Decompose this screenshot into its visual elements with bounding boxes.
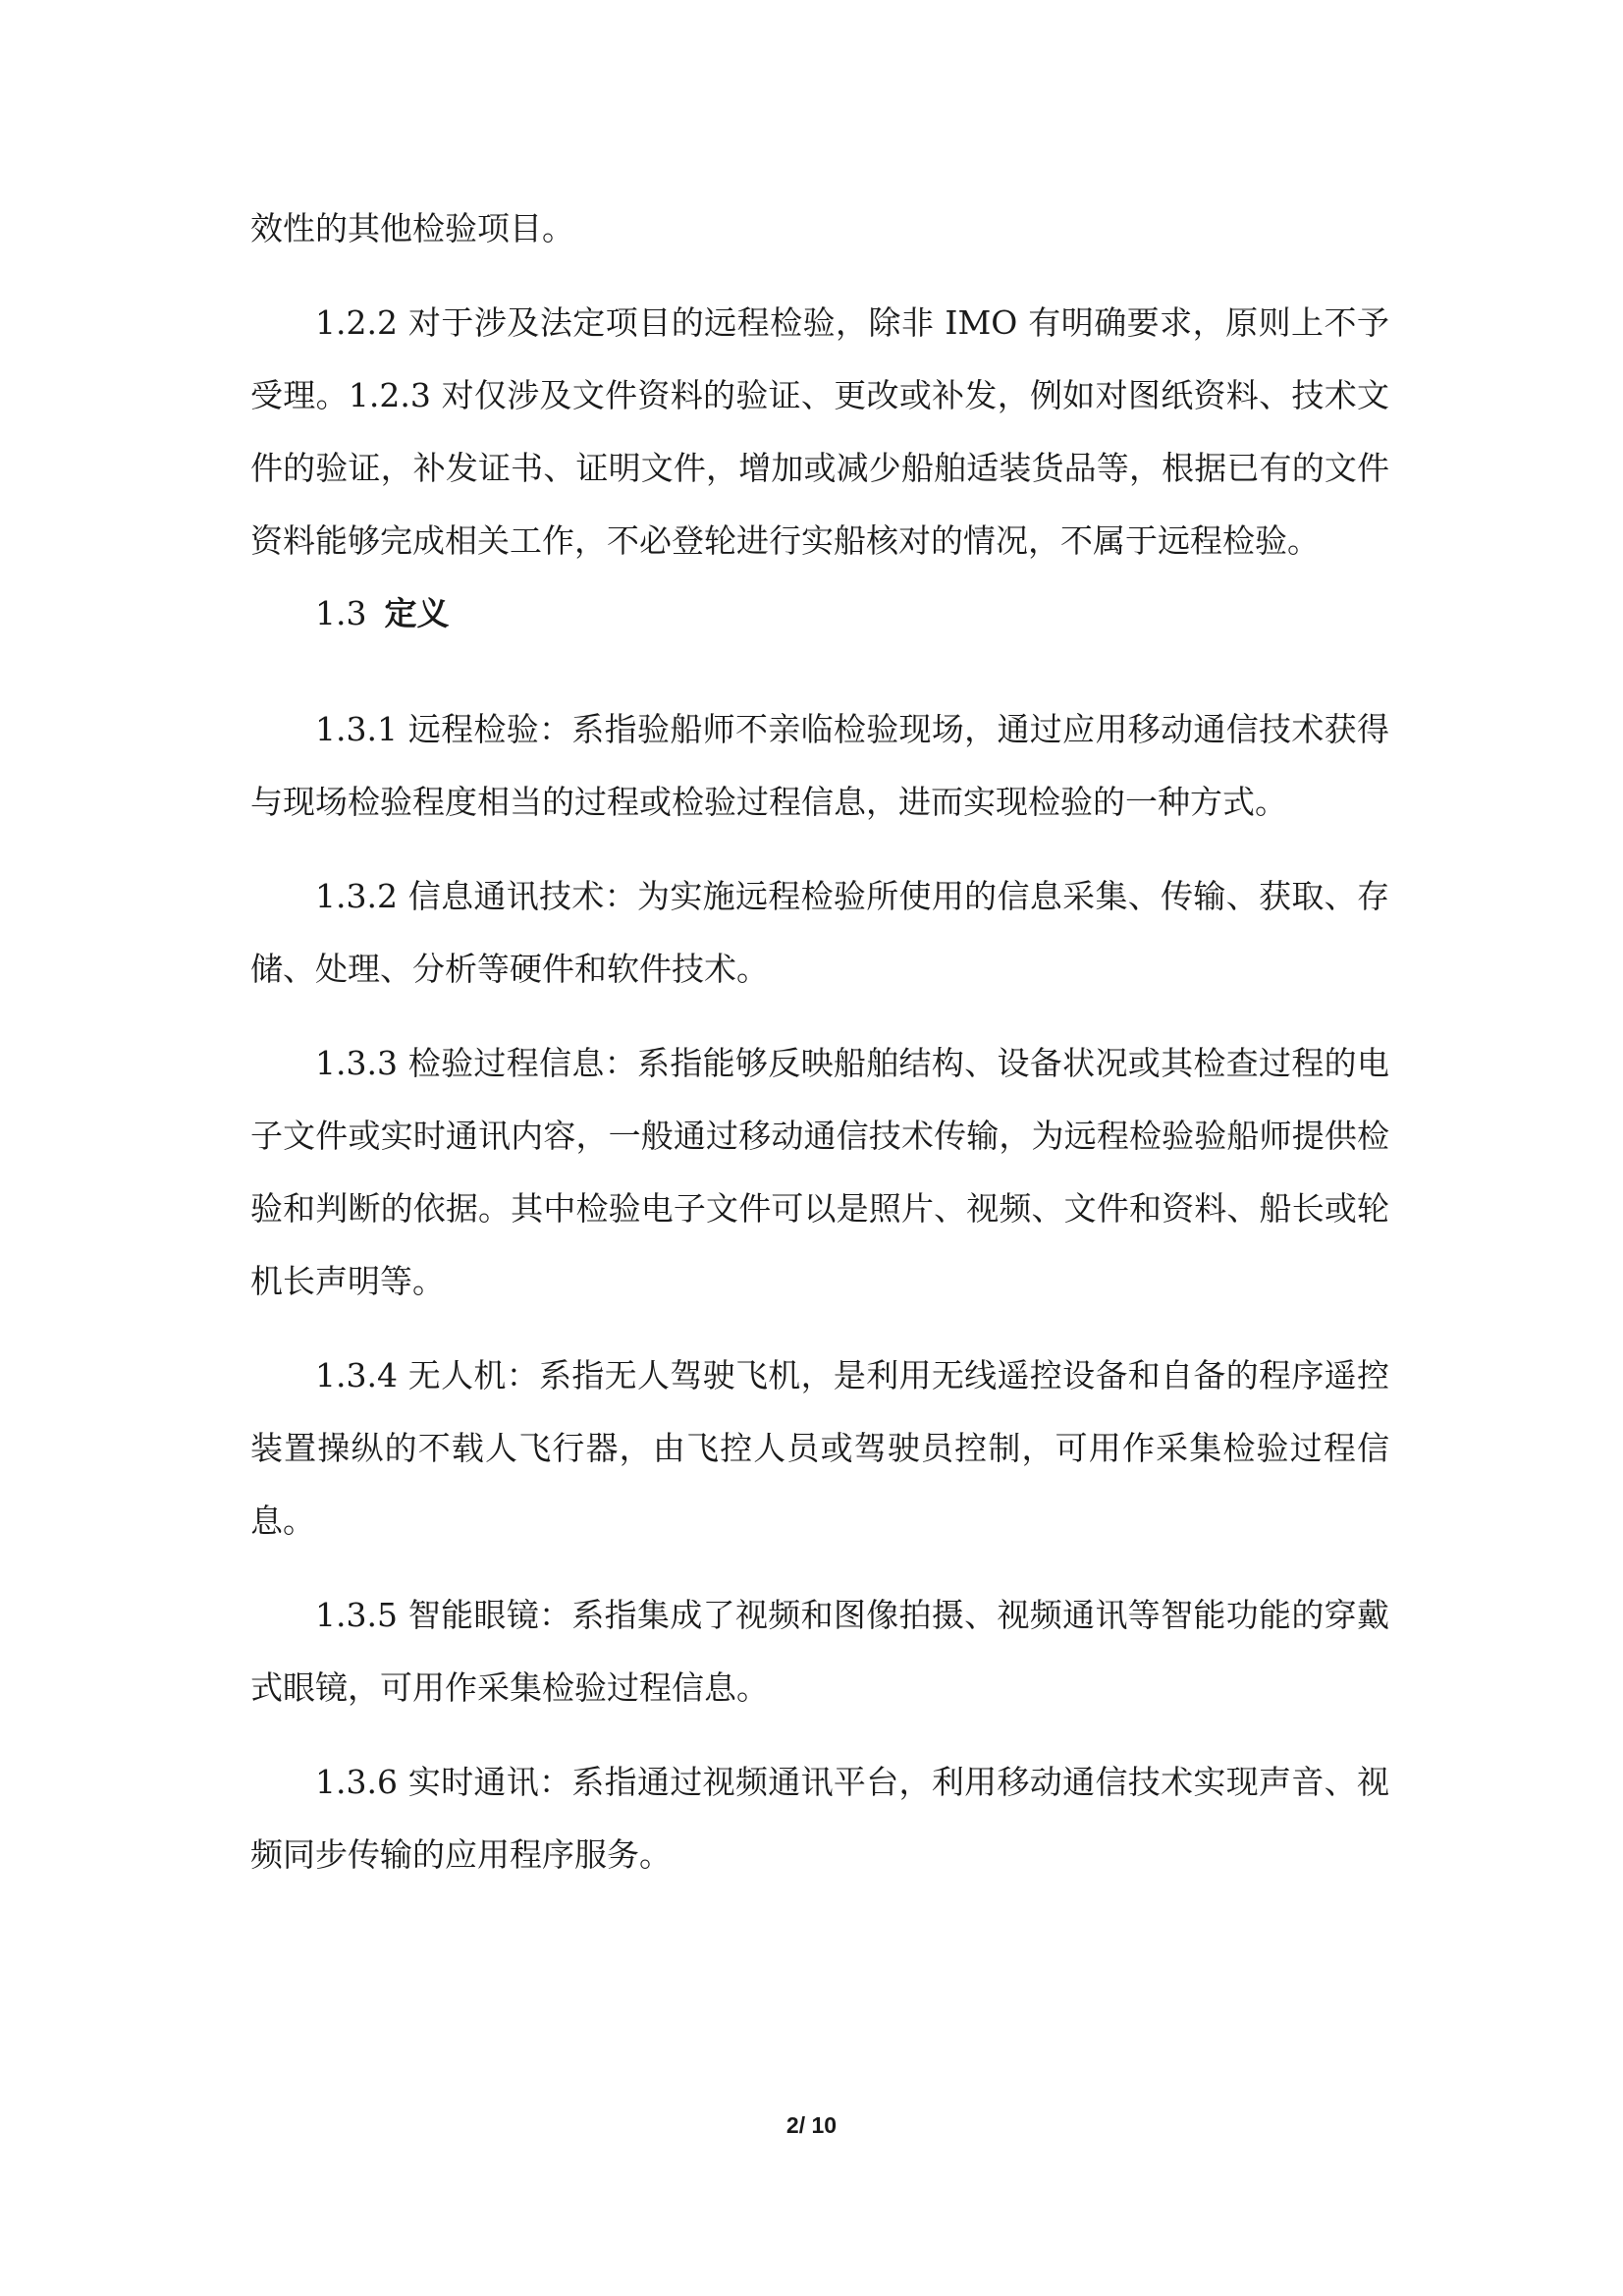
paragraph-1-3-1: 1.3.1 远程检验：系指验船师不亲临检验现场，通过应用移动通信技术获得与现场检验程度相当的过程或检验过程信息，进而实现检验的一种方式。 <box>250 710 1389 821</box>
paragraph-continuation: 效性的其他检验项目。 <box>250 209 574 247</box>
paragraph-1-3-3: 1.3.3 检验过程信息：系指能够反映船舶结构、设备状况或其检查过程的电子文件或实时通讯内容，一般通过移动通信技术传输，为远程检验验船师提供检验和判断的依据。其中检验电子文件可以是照片、视频、文件和资料、船长或轮机长声明等。 <box>250 1044 1389 1300</box>
paragraph-1-3-5: 1.3.5 智能眼镜：系指集成了视频和图像拍摄、视频通讯等智能功能的穿戴式眼镜，可用作采集检验过程信息。 <box>250 1596 1389 1707</box>
page-number: 2/ 10 <box>785 2112 838 2138</box>
page-body <box>250 192 1389 1891</box>
section-number: 1.3 <box>315 594 367 632</box>
paragraph-1-3-4: 1.3.4 无人机：系指无人驾驶飞机，是利用无线遥控设备和自备的程序遥控装置操纵的不载人飞行器，由飞控人员或驾驶员控制，可用作采集检验过程信息。 <box>250 1356 1389 1540</box>
section-title: 定义 <box>384 594 450 632</box>
paragraph-1-3-2: 1.3.2 信息通讯技术：为实施远程检验所使用的信息采集、传输、获取、存储、处理、分析等硬件和软件技术。 <box>250 877 1389 988</box>
paragraph-1-2-2: 1.2.2 对于涉及法定项目的远程检验，除非 IMO 有明确要求，原则上不予受理。1.2.3 对仅涉及文件资料的验证、更改或补发，例如对图纸资料、技术文件的验证，补发证书、证明文件，增加或减少船舶适装货品等，根据已有的文件资料能够完成相关工作，不必登轮进行实船核对的情况，不属于远程检验。 <box>250 303 1389 560</box>
paragraph-1-3-6: 1.3.6 实时通讯：系指通过视频通讯平台，利用移动通信技术实现声音、视频同步传输的应用程序服务。 <box>250 1763 1389 1874</box>
section-heading <box>250 577 1389 650</box>
